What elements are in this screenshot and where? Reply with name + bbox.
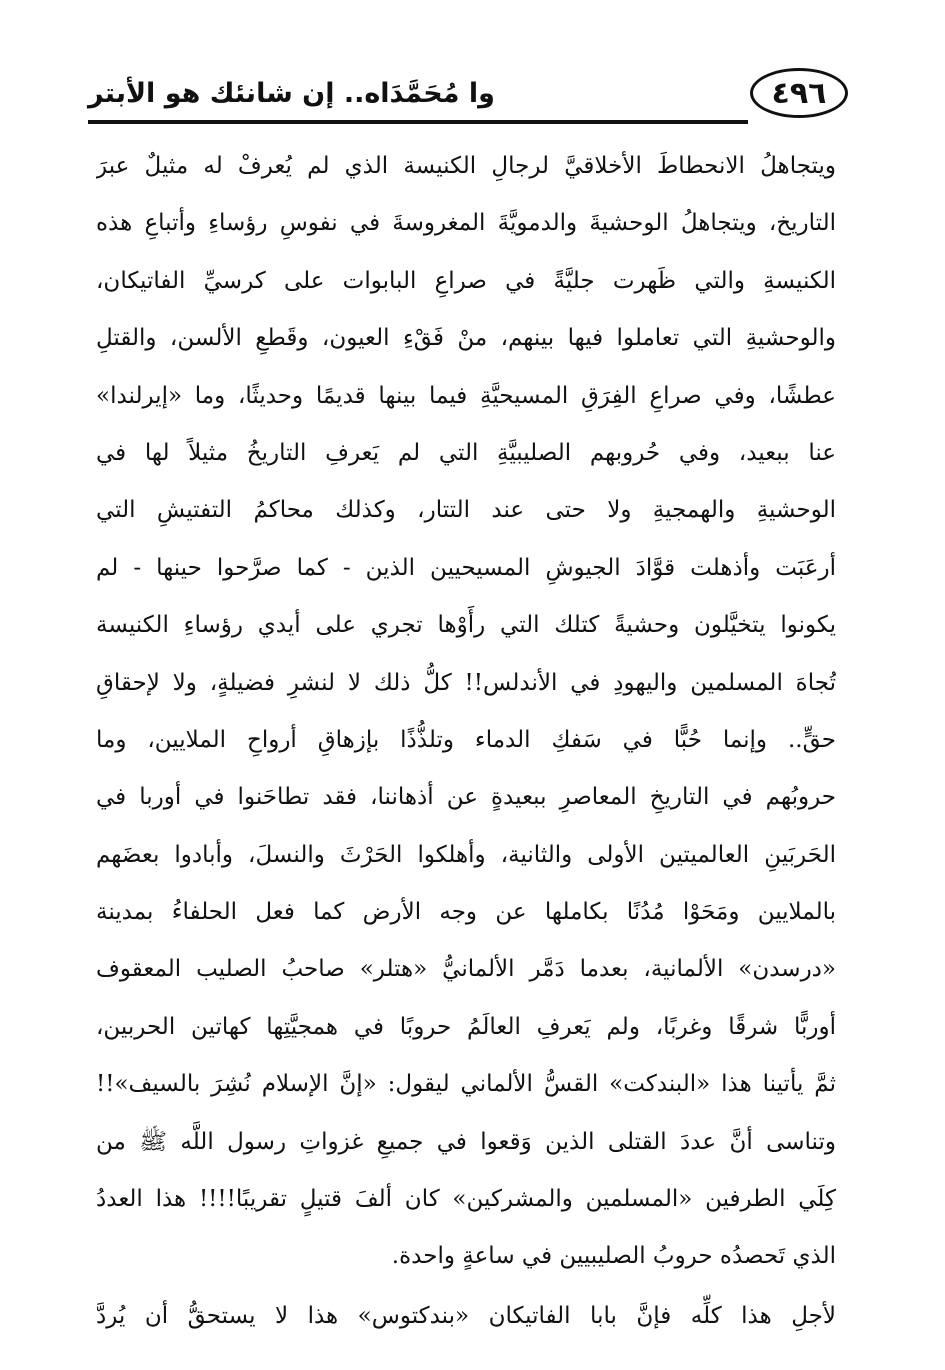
text-line: لأجلِ هذا كلِّه فإنَّ بابا الفاتيكان «بندكتوس» هذا لا يستحقُّ أن يُردَّ	[96, 1302, 836, 1329]
text-line: الكنيسةِ والتي ظَهرت جليَّةً في صراعِ البابوات على كرسيِّ الفاتيكان،	[96, 267, 836, 294]
text-line: التاريخ، ويتجاهلُ الوحشيةَ والدمويَّةَ المغروسةَ في نفوسِ رؤساءِ وأتباعِ هذه	[96, 210, 836, 237]
text-line: وتناسى أنَّ عددَ القتلى الذين وَقعوا في جميعِ غزواتِ رسول اللَّه ﷺ من	[96, 1128, 836, 1155]
text-line: عطشًا، وفي صراعِ الفِرَقِ المسيحيَّةِ فيما بينها قديمًا وحديثًا، وما «إيرلندا»	[96, 382, 836, 409]
text-line: حروبُهم في التاريخِ المعاصرِ ببعيدةٍ عن أذهاننا، فقد تطاحَنوا في أوربا في	[96, 784, 836, 811]
text-line: الحَربَينِ العالميتين الأولى والثانية، وأهلكوا الحَرْثَ والنسلَ، وأبادوا بعضَهم	[96, 841, 836, 868]
text-line: أرعَبَت وأذهلت قوَّادَ الجيوشِ المسيحيين الذين - كما صرَّحوا حينها - لم	[96, 554, 836, 581]
text-line: الوحشيةِ والهمجيةِ ولا حتى عند التتار، وكذلك محاكمُ التفتيشِ التي	[96, 497, 836, 524]
body-text	[96, 138, 836, 1345]
text-line: بالملايين ومَحَوْا مُدُنًا بكاملها عن وجه الأرض كما فعل الحلفاءُ بمدينة	[96, 899, 836, 926]
text-line: كِلَي الطرفين «المسلمين والمشركين» كان ألفَ قتيلٍ تقريبًا!!!! هذا العددُ	[96, 1186, 836, 1213]
paragraph-1	[96, 138, 836, 1286]
text-line: ثمَّ يأتينا هذا «البندكت» القسُّ الألماني ليقول: «إنَّ الإسلام نُشِرَ بالسيف»!!	[96, 1071, 836, 1098]
text-line: والوحشيةِ التي تعاملوا فيها بينهم، منْ فَقْءِ العيون، وقَطعِ الألسن، والقتلِ	[96, 325, 836, 352]
header-rule	[88, 120, 748, 124]
text-line: يكونوا يتخيَّلون وحشيةً كتلك التي رأَوْها تجري على أيدي رؤساءِ الكنيسة	[96, 612, 836, 639]
text-line: الذي تَحصدُه حروبُ الصليبيين في ساعةٍ واحدة.	[391, 1243, 836, 1270]
text-line: حقٍّ.. وإنما حُبًّا في سَفكِ الدماء وتلذُّذًا بإزهاقِ أرواحِ الملايين، وما	[96, 726, 836, 753]
text-line: «درسدن» الألمانية، بعدما دَمَّر الألمانيُّ «هتلر» صاحبُ الصليب المعقوف	[96, 956, 836, 983]
text-line: ويتجاهلُ الانحطاطَ الأخلاقيَّ لرجالِ الكنيسة الذي لم يُعرفْ له مثيلٌ عبرَ	[96, 153, 836, 179]
paragraph-2	[96, 1288, 836, 1345]
text-line: أوربًّا شرقًا وغربًا، ولم يَعرفِ العالَمُ حروبًا في همجيَّتِها كهاتين الحربين،	[96, 1013, 836, 1040]
page-header	[88, 64, 848, 130]
running-title: وا مُحَمَّدَاه.. إن شانئك هو الأبتر	[88, 78, 495, 109]
text-line: عنا ببعيد، وفي حُروبهم الصليبيَّةِ التي لم يَعرفِ التاريخُ مثيلاً لها في	[96, 439, 836, 466]
page-number: ٤٩٦	[750, 68, 848, 118]
text-line: تُجاهَ المسلمين واليهودِ في الأندلس!! كلُّ ذلك لا لنشرِ فضيلةٍ، ولا لإحقاقِ	[96, 669, 836, 696]
